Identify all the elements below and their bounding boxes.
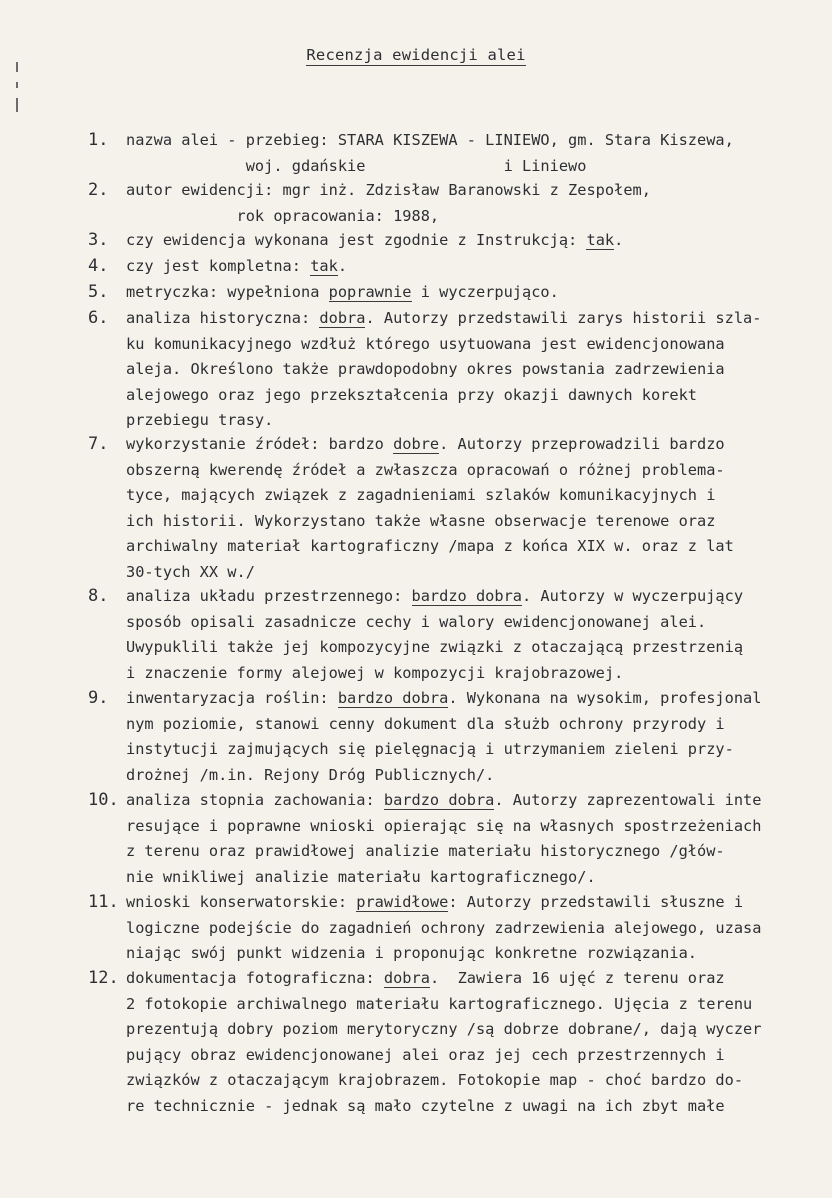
line-segment: . [614,231,624,249]
text-line [126,560,826,586]
text-line [126,128,826,154]
underlined-verdict: tak [586,231,615,249]
item-number: 6. [88,308,109,328]
underlined-verdict: dobre [393,435,440,453]
line-segment: aleja. Określono także prawdopodobny okres powstania zadrzewienia [126,360,725,378]
line-segment: autor ewidencji: mgr inż. Zdzisław Baranowski z Zespołem, [126,181,651,199]
line-segment: obszerną kwerendę źródeł a zwłaszcza opracowań o różnej problema- [126,460,725,479]
line-segment: nym poziomie, stanowi cenny dokument dla służb ochrony przyrody i [126,714,725,733]
line-segment: Uwypuklili także jej kompozycyjne związki z otaczającą przestrzenią [126,638,744,656]
line-segment: . Zawiera 16 ujęć z terenu oraz [429,969,725,987]
text-line [126,1068,826,1094]
text-line [126,509,826,535]
underlined-verdict: dobra [383,969,430,987]
line-segment: analiza historyczna: [126,309,320,327]
underlined-verdict: bardzo dobra [411,587,523,605]
line-segment: resujące i poprawne wnioski opierając się na własnych spostrzeżeniach [126,816,762,835]
text-line [126,432,826,458]
line-segment: alejowego oraz jego przekształcenia przy okazji dawnych korekt [126,385,697,404]
line-segment: sposób opisali zasadnicze cechy i walory ewidencjonowanej alei. [126,612,707,631]
text-line [126,357,826,383]
text-line [126,686,826,712]
line-segment: ku komunikacyjnego wzdłuż którego usytuowana jest ewidencjonowana [126,334,725,353]
text-line [126,1094,826,1120]
text-line [126,483,826,509]
line-segment: analiza układu przestrzennego: [126,587,412,605]
line-segment: woj. gdańskie i Liniewo [126,156,587,175]
text-line [126,584,826,610]
text-line [126,865,826,891]
text-line [126,228,826,254]
line-segment: . Autorzy przeprowadzili bardzo [439,435,725,453]
line-segment: metryczka: wypełniona [126,283,329,301]
line-segment: wykorzystanie źródeł: bardzo [126,435,394,453]
line-segment: instytucji zajmujących się pielęgnacją i utrzymaniem zieleni przy- [126,740,734,758]
line-segment: ich historii. Wykorzystano także własne obserwacje terenowe oraz [126,511,716,530]
text-line [126,635,826,661]
text-line [126,966,826,992]
underlined-verdict: poprawnie [328,283,412,301]
line-segment: analiza stopnia zachowania: [126,791,384,809]
line-segment: tyce, mających związek z zagadnieniami szlaków komunikacyjnych i [126,486,716,504]
item-text [126,254,826,280]
item-number: 7. [88,434,109,454]
text-line [126,763,826,789]
line-segment: wnioski konserwatorskie: [126,893,357,911]
item-number: 9. [88,688,109,708]
item-text [126,584,826,686]
item-number: 8. [88,586,109,606]
text-line [126,280,826,306]
line-segment: dokumentacja fotograficzna: [126,969,384,987]
line-segment: nazwa alei - przebieg: STARA KISZEWA - LINIEWO, gm. Stara Kiszewa, [126,131,734,149]
underlined-verdict: tak [310,257,338,275]
line-segment: logiczne podejście do zagadnień ochrony zadrzewienia alejowego, uzasa [126,918,762,937]
text-line [126,332,826,358]
item-number: 3. [88,230,109,250]
text-line [126,178,826,204]
text-line [126,458,826,484]
text-line [126,992,826,1018]
line-segment: . Wykonana na wysokim, profesjonal [448,689,762,707]
item-text [126,890,826,967]
item-number: 12. [88,968,119,988]
line-segment: . Autorzy zaprezentowali inte [494,791,762,809]
line-segment: i wyczerpująco. [411,283,559,301]
line-segment: rok opracowania: 1988, [126,206,440,225]
line-segment: pujący obraz ewidencjonowanej alei oraz jej cech przestrzennych i [126,1045,725,1064]
underlined-verdict: dobra [319,309,366,327]
line-segment: . Autorzy w wyczerpujący [522,587,744,605]
line-segment: prezentują dobry poziom merytoryczny /są dobrze dobrane/, dają wyczer [126,1020,762,1038]
line-segment: przebiegu trasy. [126,411,274,429]
text-line [126,254,826,280]
text-line [126,154,826,180]
text-line [126,712,826,738]
text-line [126,788,826,814]
item-number: 2. [88,180,109,200]
line-segment: i znaczenie formy alejowej w kompozycji krajobrazowej. [126,663,624,682]
page-title: Recenzja ewidencji alei [306,46,526,64]
text-line [126,661,826,687]
text-line [126,1043,826,1069]
line-segment: . Autorzy przedstawili zarys historii szla- [365,309,762,327]
text-line [126,814,826,840]
text-line [126,1017,826,1043]
item-text [126,432,826,585]
item-text [126,686,826,788]
underlined-verdict: bardzo dobra [383,791,495,809]
item-number: 1. [88,130,109,150]
item-number: 10. [88,790,119,810]
line-segment: re technicznie - jednak są mało czytelne z uwagi na ich zbyt małe [126,1096,725,1115]
item-text [126,966,826,1119]
item-text [126,178,826,229]
item-text [126,228,826,254]
line-segment: . [337,257,348,275]
line-segment: 2 fotokopie archiwalnego materiału kartograficznego. Ujęcia z terenu [126,994,753,1013]
line-segment: drożnej /m.in. Rejony Dróg Publicznych/. [126,765,495,784]
text-line [126,408,826,434]
item-text [126,306,826,434]
text-line [126,383,826,409]
text-line [126,916,826,942]
text-line [126,839,826,865]
line-segment: nie wnikliwej analizie materiału kartograficznego/. [126,867,596,886]
item-number: 5. [88,282,109,302]
line-segment: czy ewidencja wykonana jest zgodnie z Instrukcją: [126,231,587,249]
item-text [126,788,826,890]
margin-punch-marks [16,62,22,122]
text-line [126,204,826,230]
line-segment: 30-tych XX w./ [126,562,255,581]
line-segment: niając swój punkt widzenia i proponując konkretne rozwiązania. [126,944,697,962]
text-line [126,941,826,967]
text-line [126,890,826,916]
underlined-verdict: prawidłowe [356,893,449,911]
text-line [126,737,826,763]
text-line [126,610,826,636]
item-number: 4. [88,256,109,276]
text-line [126,306,826,332]
item-number: 11. [88,892,119,912]
line-segment: związków z otaczającym krajobrazem. Fotokopie map - choć bardzo do- [126,1071,744,1089]
item-text [126,128,826,179]
line-segment: z terenu oraz prawidłowej analizie materiału historycznego /głów- [126,842,725,860]
line-segment: archiwalny materiał kartograficzny /mapa z końca XIX w. oraz z lat [126,537,734,555]
line-segment: : Autorzy przedstawili słuszne i [448,893,744,911]
line-segment: czy jest kompletna: [126,257,311,275]
item-text [126,280,826,306]
text-line [126,534,826,560]
line-segment: inwentaryzacja roślin: [126,689,338,707]
underlined-verdict: bardzo dobra [337,689,449,707]
